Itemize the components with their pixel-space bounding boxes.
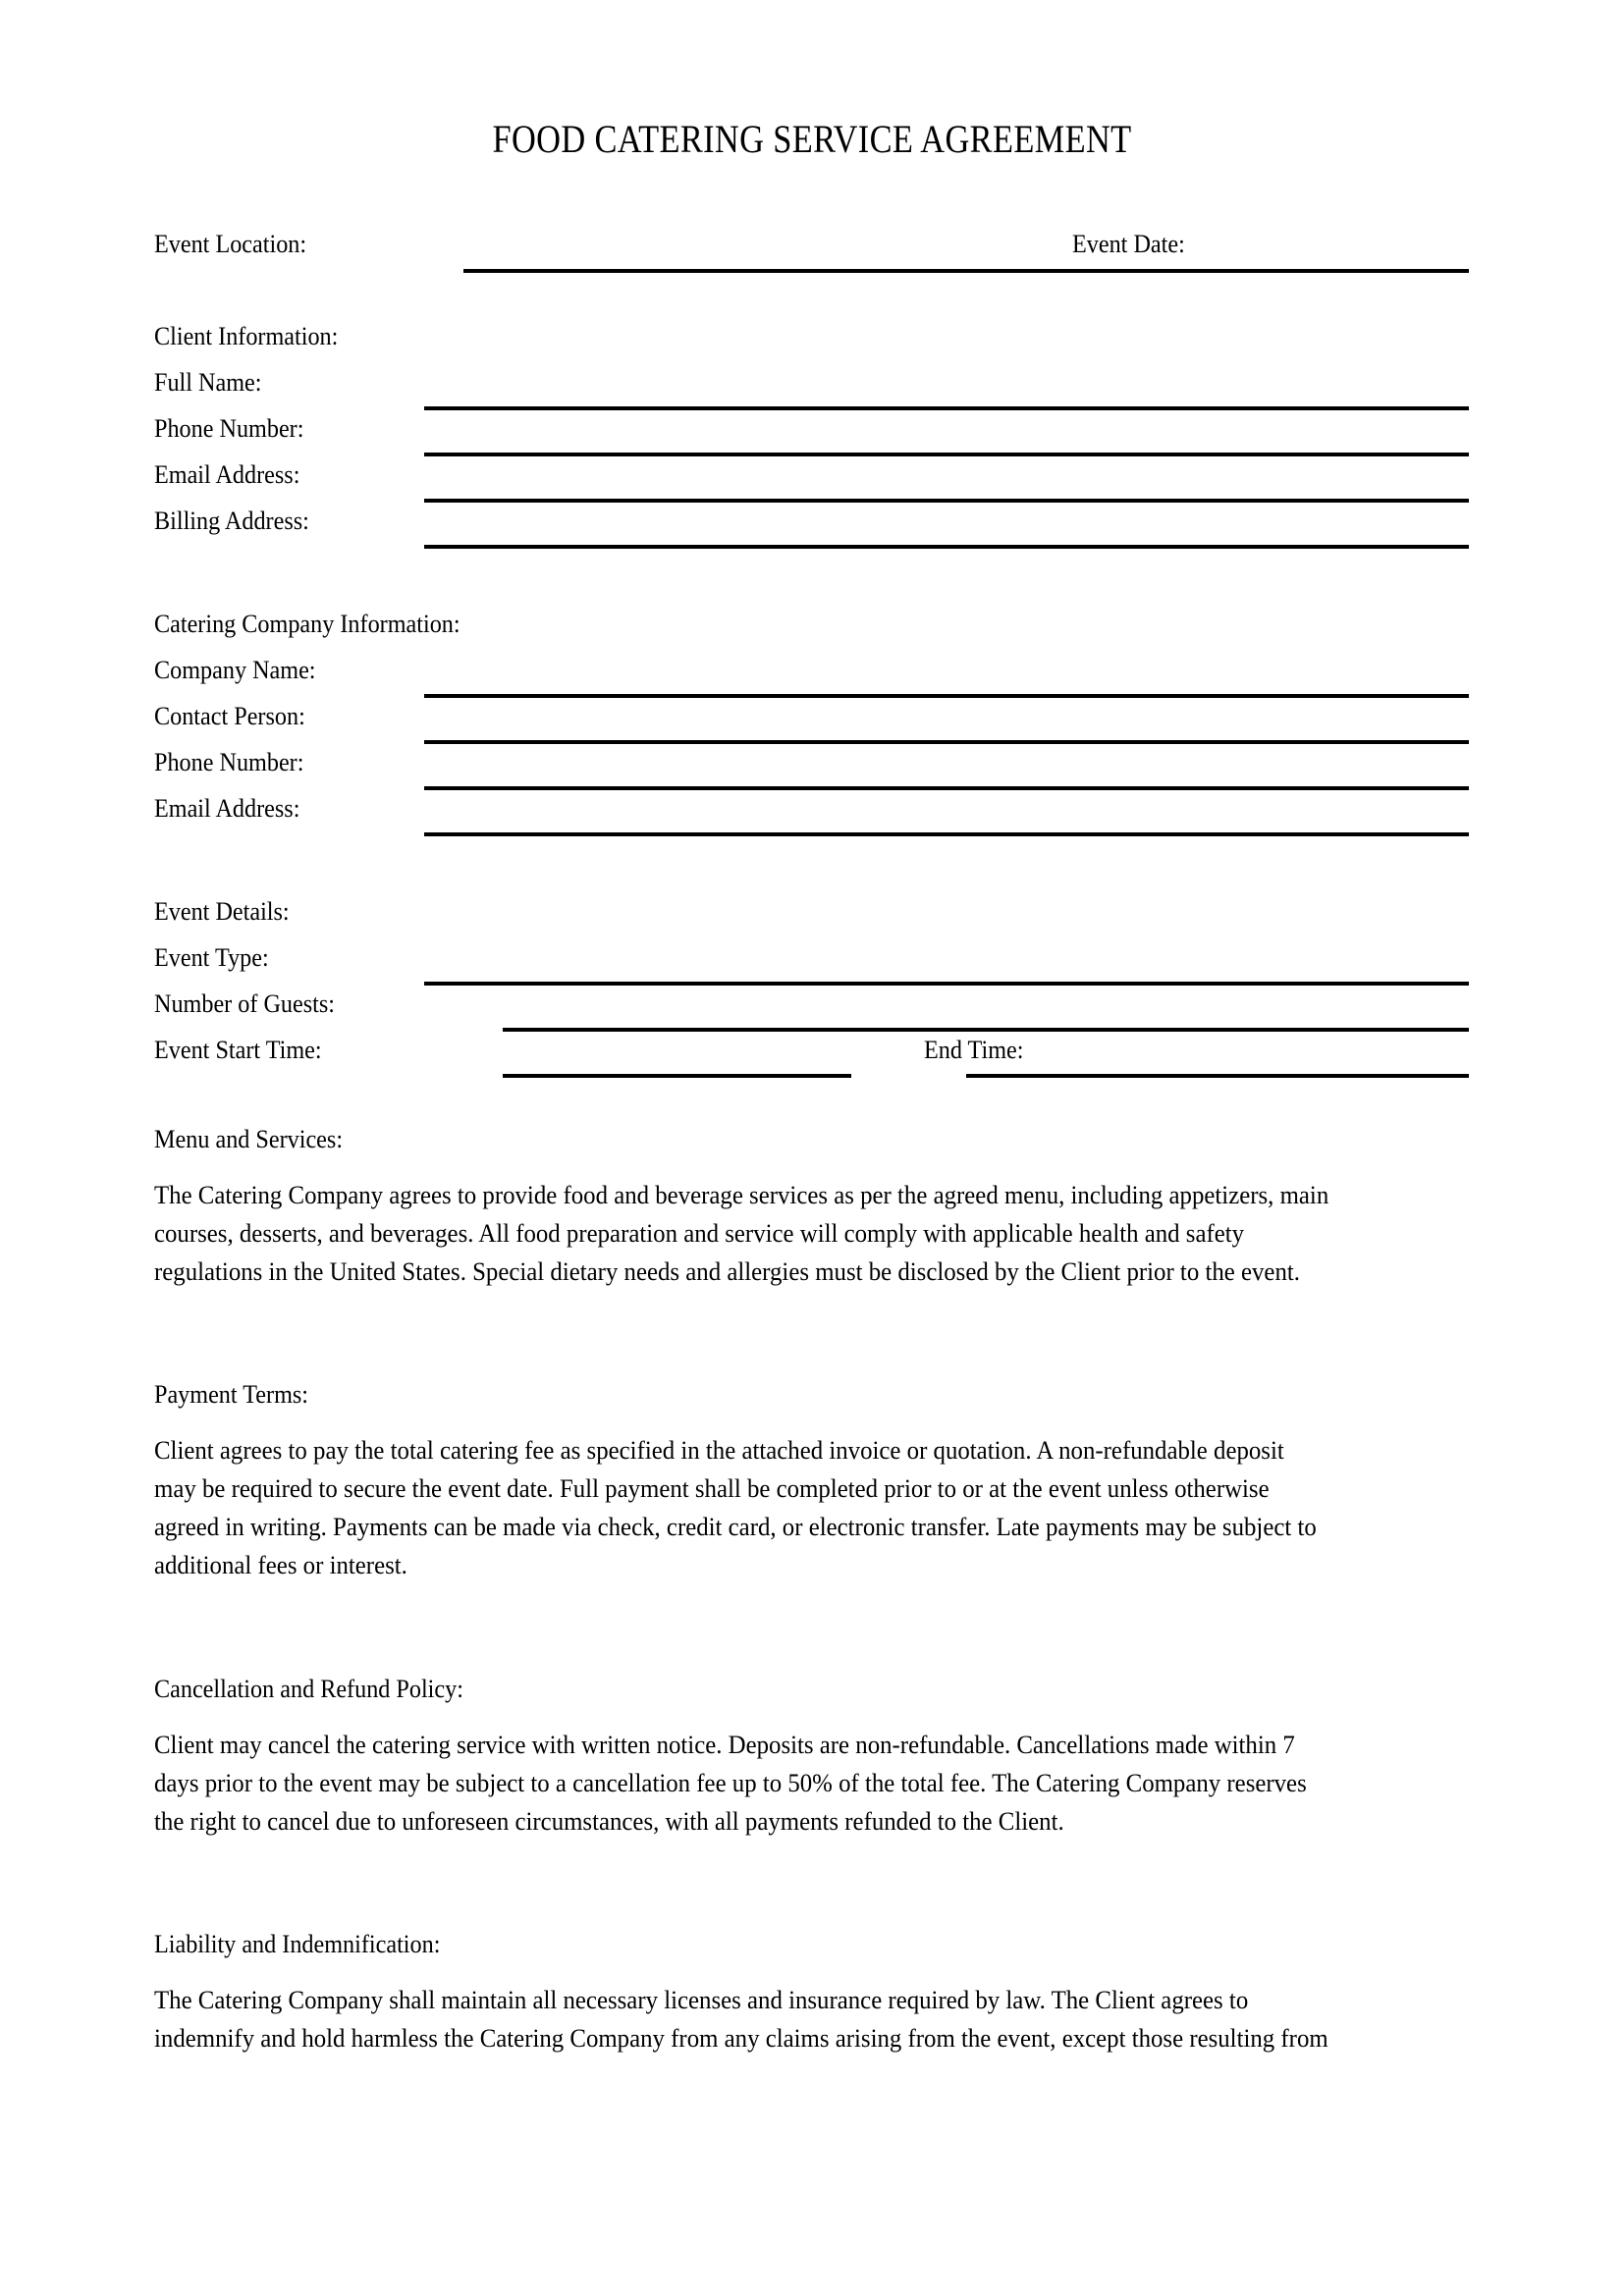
cancellation-and-refund-policy-body — [154, 1726, 1415, 1841]
client-billing-address-input-line[interactable] — [424, 545, 1469, 549]
paragraph-line: agreed in writing. Payments can be made via check, credit card, or electronic transfer. Late payments may be subject to — [154, 1513, 1317, 1541]
menu-and-services-body — [154, 1176, 1415, 1291]
end-time-label: End Time: — [924, 1036, 1024, 1064]
client-full-name-label: Full Name: — [154, 368, 262, 397]
event-start-time-label: Event Start Time: — [154, 1036, 322, 1064]
paragraph-line: regulations in the United States. Special dietary needs and allergies must be disclosed by the Client prior to the event. — [154, 1257, 1300, 1286]
paragraph-line: may be required to secure the event date. Full payment shall be completed prior to or at the event unless otherwise — [154, 1474, 1270, 1503]
event-start-time-input-line[interactable] — [503, 1074, 851, 1078]
event-location-label: Event Location: — [154, 230, 307, 258]
company-email-address-label: Email Address: — [154, 794, 300, 823]
company-contact-person-label: Contact Person: — [154, 702, 305, 730]
liability-and-indemnification-heading: Liability and Indemnification: — [154, 1930, 441, 1958]
company-name-label: Company Name: — [154, 656, 316, 684]
paragraph-line: courses, desserts, and beverages. All food preparation and service will comply with applicable health and safety — [154, 1219, 1245, 1248]
client-email-address-input-line[interactable] — [424, 499, 1469, 503]
paragraph-line: The Catering Company shall maintain all necessary licenses and insurance required by law. The Client agrees to — [154, 1986, 1249, 2014]
page-title: FOOD CATERING SERVICE AGREEMENT — [492, 117, 1132, 161]
client-phone-number-input-line[interactable] — [424, 453, 1469, 456]
company-phone-number-input-line[interactable] — [424, 786, 1469, 790]
event-details-heading: Event Details: — [154, 897, 290, 926]
paragraph-line: days prior to the event may be subject to a cancellation fee up to 50% of the total fee. The Catering Company reserves — [154, 1769, 1307, 1797]
number-of-guests-label: Number of Guests: — [154, 989, 336, 1018]
end-time-input-line[interactable] — [966, 1074, 1469, 1078]
company-phone-number-label: Phone Number: — [154, 748, 304, 776]
event-location-date-input-line[interactable] — [463, 269, 1469, 273]
cancellation-and-refund-policy-heading: Cancellation and Refund Policy: — [154, 1675, 463, 1703]
event-type-input-line[interactable] — [424, 982, 1469, 986]
client-full-name-input-line[interactable] — [424, 406, 1469, 410]
client-billing-address-label: Billing Address: — [154, 507, 309, 535]
paragraph-line: the right to cancel due to unforeseen circumstances, with all payments refunded to the Client. — [154, 1807, 1064, 1836]
paragraph-line: The Catering Company agrees to provide food and beverage services as per the agreed menu, including appetizers, main — [154, 1181, 1329, 1209]
client-information-heading: Client Information: — [154, 322, 339, 350]
liability-and-indemnification-body — [154, 1981, 1415, 2057]
client-email-address-label: Email Address: — [154, 460, 300, 489]
event-date-label: Event Date: — [1072, 230, 1185, 258]
company-email-address-input-line[interactable] — [424, 832, 1469, 836]
paragraph-line: Client may cancel the catering service with written notice. Deposits are non-refundable. Cancellations made within 7 — [154, 1731, 1295, 1759]
payment-terms-heading: Payment Terms: — [154, 1380, 309, 1409]
payment-terms-body — [154, 1431, 1415, 1584]
number-of-guests-input-line[interactable] — [503, 1028, 1469, 1032]
menu-and-services-heading: Menu and Services: — [154, 1125, 344, 1153]
catering-company-information-heading: Catering Company Information: — [154, 610, 460, 638]
company-name-input-line[interactable] — [424, 694, 1469, 698]
client-phone-number-label: Phone Number: — [154, 414, 304, 443]
event-type-label: Event Type: — [154, 943, 269, 972]
company-contact-person-input-line[interactable] — [424, 740, 1469, 744]
paragraph-line: indemnify and hold harmless the Catering Company from any claims arising from the event, except those resulting from — [154, 2024, 1328, 2053]
paragraph-line: additional fees or interest. — [154, 1551, 407, 1579]
paragraph-line: Client agrees to pay the total catering fee as specified in the attached invoice or quotation. A non-refundable deposit — [154, 1436, 1284, 1465]
